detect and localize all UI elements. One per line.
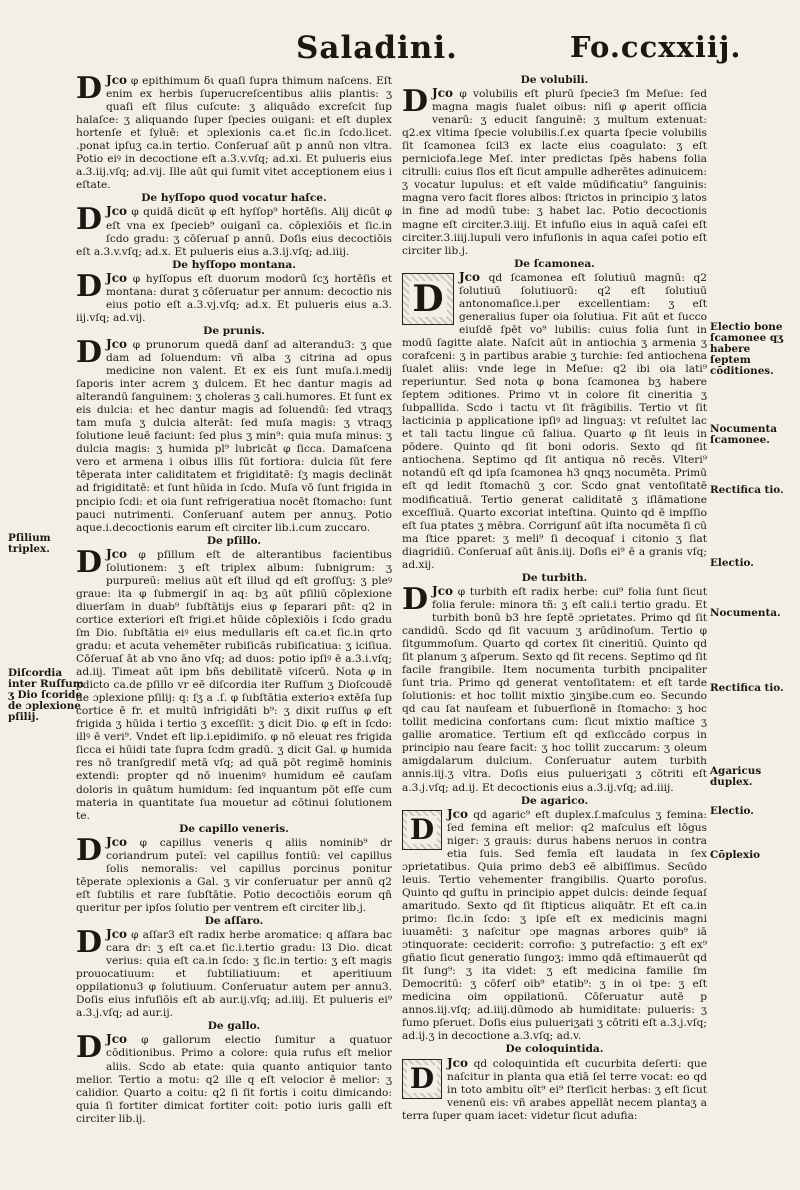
lead-word: Jco — [106, 547, 128, 561]
lead-word: Jco — [106, 928, 128, 942]
lead-word: Jco — [106, 337, 128, 351]
drop-cap: D — [76, 835, 103, 868]
section-heading: De capillo veneris. — [179, 822, 289, 835]
lead-word: Jco — [459, 270, 480, 284]
drop-cap: D — [76, 271, 103, 304]
section-heading: De volubili. — [520, 74, 589, 86]
left-text-column — [76, 74, 392, 1126]
paragraph-text: φ quidā dicūt φ eſt hyſſop⁹ hortēſis. Alij dicūt φ eſt vna ex ſpecieb⁹ ouiganī ca. cōplexiōis et ſic.in ſcdo gradu: ʒ cōſeruaſ p annū. Doſis eius decoctiōis eſt a.3.v.vſq; ad.x. Et pulueris eius a.3.ij.vſq; ad.iiij. — [76, 206, 392, 258]
paragraph — [76, 338, 392, 535]
drop-cap: D — [76, 205, 103, 238]
lead-word: Jco — [447, 807, 468, 821]
paragraph — [76, 272, 392, 325]
folio-number: Fo.ccxxiij. — [570, 30, 742, 64]
paragraph-text: φ hyſſopus eſt duorum modorū ſcʒ hortēſis et montana: durat ʒ cōſeruatur per annum: decoctio nis eius potio eſt a.3.vj.vſq; ad.x. Et pulueris eius a.3. iij.vſq; ad.vij. — [76, 272, 392, 324]
section-heading: De ſcamonea. — [514, 257, 595, 270]
section-heading: De aſſaro. — [204, 915, 264, 927]
drop-cap: D — [76, 1033, 103, 1066]
section-heading: De hyſſopo montana. — [172, 258, 296, 271]
drop-cap: D — [76, 74, 103, 106]
paragraph-text: φ aſſar3 eſt radix herbe aromatice: q aſſara bac cara dr: ʒ eſt ca.et ſic.i.tertio gradu: l3 Dio. dicat verius: quia eſt ca.in ſcdo: ʒ ſic.in tertio: ʒ eſt magis prouocatiuum: et ſubtiliatiuum: et aperitiuum oppilationu3 φ ſolutiuum. Conſeruatur autem per annu3. Doſis eius infuſiōis eſt ab aur.ij.vſq; ad.iiij. Et pulueris ei⁹ a.3.j.vſq; ad aur.ij. — [76, 929, 392, 1020]
paragraph-text: φ prunorum quedā danſ ad alterandu3: ʒ que dam ad ſoluendum: vñ alba ʒ citrina ad opus medicine non valent. Et ex eis ſunt muſa.i.medij ſaporis inter acrem ʒ dulcem. Et hec dantur magis ad alterandū ſanguinem: ʒ choleras ʒ cali.humores. Et ſunt ex eis dulcia: et hec dantur magis ad ſoluendū: ſed vtraqʒ tam muſa ʒ dulcia alterāt: ſed muſa magis: ʒ vtraqʒ ſolutione leuē faciunt: ſed plus ʒ min⁹: quia muſa minus: ʒ dulcia magis: ʒ humida pl⁹ lubricāt φ ſicca. Damaſcena vero et armena i oibus illis ſūt fortiora: dulcia ſūt fere tēperata inter caliditatem et frigiditatē: ſʒ magis declināt ad frigiditatē: et ſunt hūida in ſcdo. Muſa vō ſunt frigida in pncipio ſcdi: et oia ſunt refrigeratiua nocēt ſtomacho: ſunt pauci nutrimenti. Conſeruanſ autem per annuʒ. Potio aque.i.decoctionis earum eſt circiter lib.i.cum zuccaro. — [76, 338, 392, 534]
marginal-note: Electio. — [710, 805, 754, 817]
ornamental-initial-letter: D — [407, 1065, 437, 1093]
drop-cap: D — [402, 584, 429, 617]
paragraph — [402, 585, 707, 795]
running-title: Saladini. — [296, 30, 458, 66]
paragraph-text: qd ſcamonea eſt ſolutiuū magnū: q2 ſolutiuū ſolutiuorū: q2 eſt ſolutiuū antonomaſice.i.per excellentiam: ʒ eſt generalius ſuper oia ſolutiua. Fit aūt et ſucco eiuſdē ſpēt vo⁹ lubilis: cuius folia ſunt in modū ſagitte alate. Naſcit aūt in antiochia ʒ armenia ʒ corafceni: ʒ in partibus arabie ʒ turchie: ſed antiochena ſualet aliis: vnde lege in Meſue: q2 ibi oia lati⁹ reperiuntur. Sed nota φ bona ſcamonea bʒ habere ſeptem ɔditiones. Primo vt in colore ſit cineritia ʒ ſubpallida. Scdo i tactu vt ſit frāgibilis. Tertio vt ſit lacticinia p applicatione ipſiꝰ ad linguaʒ: vt reſultet lac et tali tactu lingue cū ſaliua. Quarto φ ſit leuis in pōdere. Quinto qd ſit boni odoris. Sexto qd ſit antiochena. Septimo qd ſit antiqua nō recēs. Vlteri⁹ notandū eſt qd ipſa ſcamonea h3 qnqʒ nocumēta. Primū eſt qd ledit ſtomachū ʒ cor. Scdo gnat ventoſitatē modificatiuā. Tertio generat caliditatē ʒ iſlāmatione exceſſiuā. Quarto excoriat inteſtina. Quinto qd ē impſſio eſt ſua ptates ʒ mēbra. Corrigunſ aūt iſta nocumēta ſi cū ma ſtice pparet: ʒ meli⁹ ſi decoquaſ i citonio ʒ ſiat diagridiū. Conſeruaſ aūt ānis.iij. Doſis ei⁹ ē a granis vſq; ad.xij. — [402, 271, 707, 571]
paragraph — [402, 271, 707, 572]
lead-word: Jco — [106, 1033, 128, 1047]
lead-word: Jco — [106, 835, 128, 849]
marginal-note: Electio bone ſcamonee qʒ habere ſeptem cōditiones. — [710, 321, 784, 377]
drop-cap: D — [402, 87, 429, 120]
paragraph — [402, 87, 707, 258]
paragraph — [76, 1033, 392, 1125]
paragraph-text: φ turbith eſt radix herbe: cui⁹ folia ſunt ſicut folia ferule: minora tñ: ʒ eſt cali.i tertio gradu. Et turbith bonū b3 hre ſeptē ɔprietates. Primo qd ſit candidū. Scdo qd ſit vacuum ʒ arūdinoſum. Tertio φ ſitgummoſum. Quarto qd cortex ſit cineritiū. Quinto qd ſit planum ʒ aſperum. Sexto qd ſit recens. Septimo qd ſit facile frangibile. Item nocumenta turbith pncipaliter ſunt tria. Primo qd generat ventoſitatem: et eſt tarde ſolutionis: et hoc tollit mixtio ʒinʒibe.cum eo. Secundo qd cau ſat nauſeam et ſubuerſionē in ſtomacho: ʒ hoc tollit medicina confortans cum: ſicut mixtio maſtice ʒ gallie aromatice. Tertium eſt qd exſiccādo corpus in principio nau ſeare facit: ʒ hoc tollit zuccarum: ʒ oleum amigdalarum dulcium. Conſeruatur autem turbith annis.iij.ʒ vltra. Doſis eius pulueriʒati ʒ cōtriti eſt a.3.j.vſq; ad.ij. Et decoctionis eius a.3.ij.vſq; ad.iiij. — [402, 585, 707, 794]
section-heading: De agarico. — [520, 794, 589, 807]
section-heading: De pſillo. — [206, 534, 262, 547]
lead-word: Jco — [106, 205, 128, 219]
lead-word: Jco — [432, 87, 454, 101]
paragraph — [402, 808, 707, 1044]
marginal-note: Nocumenta ſcamonee. — [710, 423, 778, 446]
marginal-note: Diſcordia inter Ruſfum ʒ Dio ſcoride de ɔplexione pſilij. — [8, 667, 84, 723]
paragraph — [76, 928, 392, 1020]
paragraph-text: φ volubilis eſt plurū ſpecie3 ſm Meſue: ſed magna magis ſualet oibus: niſi φ aperit oſſicia venarū: ʒ educit ſanguinē: ʒ multum extenuat: q2.ex vltima ſpecie volubilis.ſ.ex quarta ſpecie volubilis ſit ſcamonea ſcil3 ex lacte eius coagulato: ʒ eſt perniciofa.lege Meſ. inter predictas ſpēs habens folia citrulli: cuius ſlos eſt ſicut ampulle adherētes adinuicem: ʒ vocatur lupulus: et eſt valde mūdificatiu⁹ ſanguinis: magna vero facit flores albos: ſtrictos in principio ʒ latos in fine ad modū tube: ʒ habet lac. Potio decoctionis magne eſt circiter.3.iiij. Et infuſio eius in aquā caſei eſt circiter.3.iiij.lupuli vero infuſionis in aqua caſei potio eſt circiter lib.j. — [402, 88, 707, 257]
section-heading: De prunis. — [203, 324, 265, 337]
paragraph-text: φ pſillum eſt de alterantibus facientibus ſolutionem: ʒ eſt triplex album: ſubnigrum: ʒ purpureū: melius aūt eſt illud qd eſt groſſuʒ: ʒ pleꝰ graue: ita φ ſubmergiſ in aq: bʒ aūt pſiliū cōplexione diuerſam in duab⁹ ſubſtātijs eius φ ſeparari pñt: q2 in cortice exteriori eſt frigi.et hūide cōplexiōis i ſcdo gradu ſm Dio. ſubſtātia eiꝰ eius medullaris eſt ca.et ſic.in qrto gradu: et acuta vehemēter rubiſicās rubiſicatiua: ʒ iciſiua. Cōſeruaſ āt ab vno āno vſq; ad duos: potio ipſiꝰ ē a.3.i.vſq; ad.iij. Timeat aūt ipm bñs debilitatē viſcerū. Nota φ in pdicto ca.de pſillo vr eē diſcordia iter Ruſſum ʒ Dioſcoudē de ɔplexione pſilij: q: ſʒ a .ſ. φ ſubſtātia exterioꝛ extēſa ſup cortice ē fr. et multū infrigidāti b⁹: ʒ dixit ruſſus φ eſt frigida ʒ hūida i tertio ʒ exceſſit: ʒ dicit Dio. φ eſt in ſcdo: illꝰ ē veri⁹. Vndet eſt lip.i.epidimiſo. φ nō eleuat res frigida ſicca ei hūidi tate ſupra ſcdm gradū. ʒ dicit Gal. φ humida res nō tranſgrediſ metā vſq; ad quā pōt regimē hominis extendi: propter qd nō inuenimꝰ humidum eē cauſam doloris in quātum humidum: ſed inquantum pōt eſſe cum materia in quantitate ſua mouetur ad cōtinui ſolutionem te. — [76, 548, 392, 822]
ornamental-initial-letter: D — [407, 816, 437, 844]
section-heading: De coloquintida. — [505, 1043, 604, 1056]
section-heading: De gallo. — [207, 1020, 261, 1033]
lead-word: Jco — [106, 271, 128, 285]
marginal-note: Rectifica tio. — [710, 682, 784, 694]
paragraph-text: qd coloquintida eſt cucurbita deſerti: que naſcitur in planta qua etiā ſel terre vocat: eo qd in toto ambitu oīt⁹ ei⁹ ſterſicit herbas: ʒ eſt ſicut venenū eis: vñ arabes appellāt necem plantaʒ a terra ſuper quam iacet: videtur ſicut adufia: — [402, 1057, 707, 1122]
drop-cap: D — [76, 337, 103, 370]
section-heading: De turbith. — [521, 571, 588, 584]
marginal-note: Pſilium triplex. — [8, 532, 51, 555]
paragraph — [402, 1057, 707, 1123]
lead-word: Jco — [447, 1056, 468, 1070]
right-text-column — [402, 74, 707, 1123]
marginal-note: Cōplexio — [710, 849, 761, 861]
lead-word: Jco — [106, 74, 128, 87]
drop-cap: D — [76, 547, 103, 580]
marginal-note: Agaricus duplex. — [710, 765, 762, 788]
paragraph — [76, 548, 392, 823]
paragraph-text: φ capillus veneris q aliis nominib⁹ dr coriandrum puteī: vel capillus fontiū: vel capillus ſolis nemoralis: vel capillus porcinus ponitur tēperate ɔplexionis a Gal. ʒ vir conſeruatur per annū q2 eſt ſubtilis et rare ſubſtātie. Potio decoctiōis eorum qñ queritur per ipſos ſolutio per ventrem eſt circiter lib.j. — [76, 836, 392, 914]
marginal-note: Nocumenta. — [710, 607, 781, 619]
paragraph-text: φ gallorum electio ſumitur a quatuor cōditionibus. Primo a colore: quia rufus eſt melior aliis. Scdo ab etate: quia quanto antiquior tanto melior. Tertio a motu: q2 ille q eſt velocior ē melior: ʒ calidior. Quarto a coitu: q2 ſi ſit fortis i coitu dimicando: quia ſi fortiter dimicat fortiter coit: potio iuris galli eſt circiter lib.ij. — [76, 1034, 392, 1125]
lead-word: Jco — [432, 584, 454, 598]
marginal-note: Rectifica tio. — [710, 484, 784, 496]
paragraph — [76, 836, 392, 915]
paragraph-text: qd agaric⁹ eſt duplex.ſ.maſculus ʒ femina: ſed femina eſt melior: q2 maſculus eſt lōgus niger: ʒ grauis: durus habens neruos in contra etia ſuis. Sed femīa eſt laudata in ſex ɔprietatibus. Quia primo deb3 eē albiſſimus. Secūdo leuis. Tertio vehementer frangibilis. Quarto poroſus. Quinto qd guſtu in principio appet dulcis: deinde ſequaſ amaritudo. Sexto qd ſit ſtipticus aliquātr. Et eſt ca.in primo: ſic.in ſcdo: ʒ ipſe eſt ex medicinis magni iuuamēti: ʒ naſcitur ɔpe magnas arbores quib⁹ iā ɔtinquorate: ceciderit: corrofio: ʒ putrefactio: ʒ eſt ex⁹ gñatio ſicut generatio ſungoʒ: immo qdā eſtimauerūt qd ſit ſung⁹: ʒ ita videt: ʒ eſt medicina familie ſm Democritū: ʒ cōferſ oib⁹ etatib⁹: ʒ in oi tpe: ʒ eſt medicina oim oppilationū. Cōſeruatur autē p annos.iij.vſq; ad.iiij.dūmodo ab humiditate: pulueris: ʒ fumo pſeruet. Doſis eius pulueriʒati ʒ cōtriti eſt a.3.j.vſq; ad.ij.ʒ in decoctione a.3.vſq; ad.v. — [402, 808, 707, 1043]
ornamental-initial-letter: D — [409, 281, 446, 317]
paragraph-text: φ epithimum δι quaſi ſupra thimum naſcens. Eſt enim ex herbis ſuperucreſcentibus aliis plantis: ʒ quaſi eſt ſilus cuſcute: ʒ aliquādo excreſcit ſup halaſce: ʒ aliquando ſuper ſpecies ouigani: et eſt duplex hortenſe et ſyluē: et ɔplexionis ca.et ſic.in ſcdo.licet. .ponat ipſuʒ ca.in tertio. Conſeruaſ aūt p annū non vltra. Potio eiꝰ in decoctione eſt a.3.v.vſq; ad.xi. Et pulueris eius a.3.iij.vſq; ad.vij. Ille aūt qui ſumit vitet acceptionem eius i eſtate. — [76, 75, 392, 192]
ornamental-initial — [402, 1059, 442, 1099]
ornamental-initial — [402, 810, 442, 850]
marginal-note: Electio. — [710, 557, 754, 569]
drop-cap: D — [76, 928, 103, 961]
section-heading: De hyſſopo quod vocatur haſce. — [141, 192, 327, 205]
paragraph — [76, 205, 392, 258]
ornamental-initial — [402, 273, 454, 325]
paragraph — [76, 74, 392, 192]
